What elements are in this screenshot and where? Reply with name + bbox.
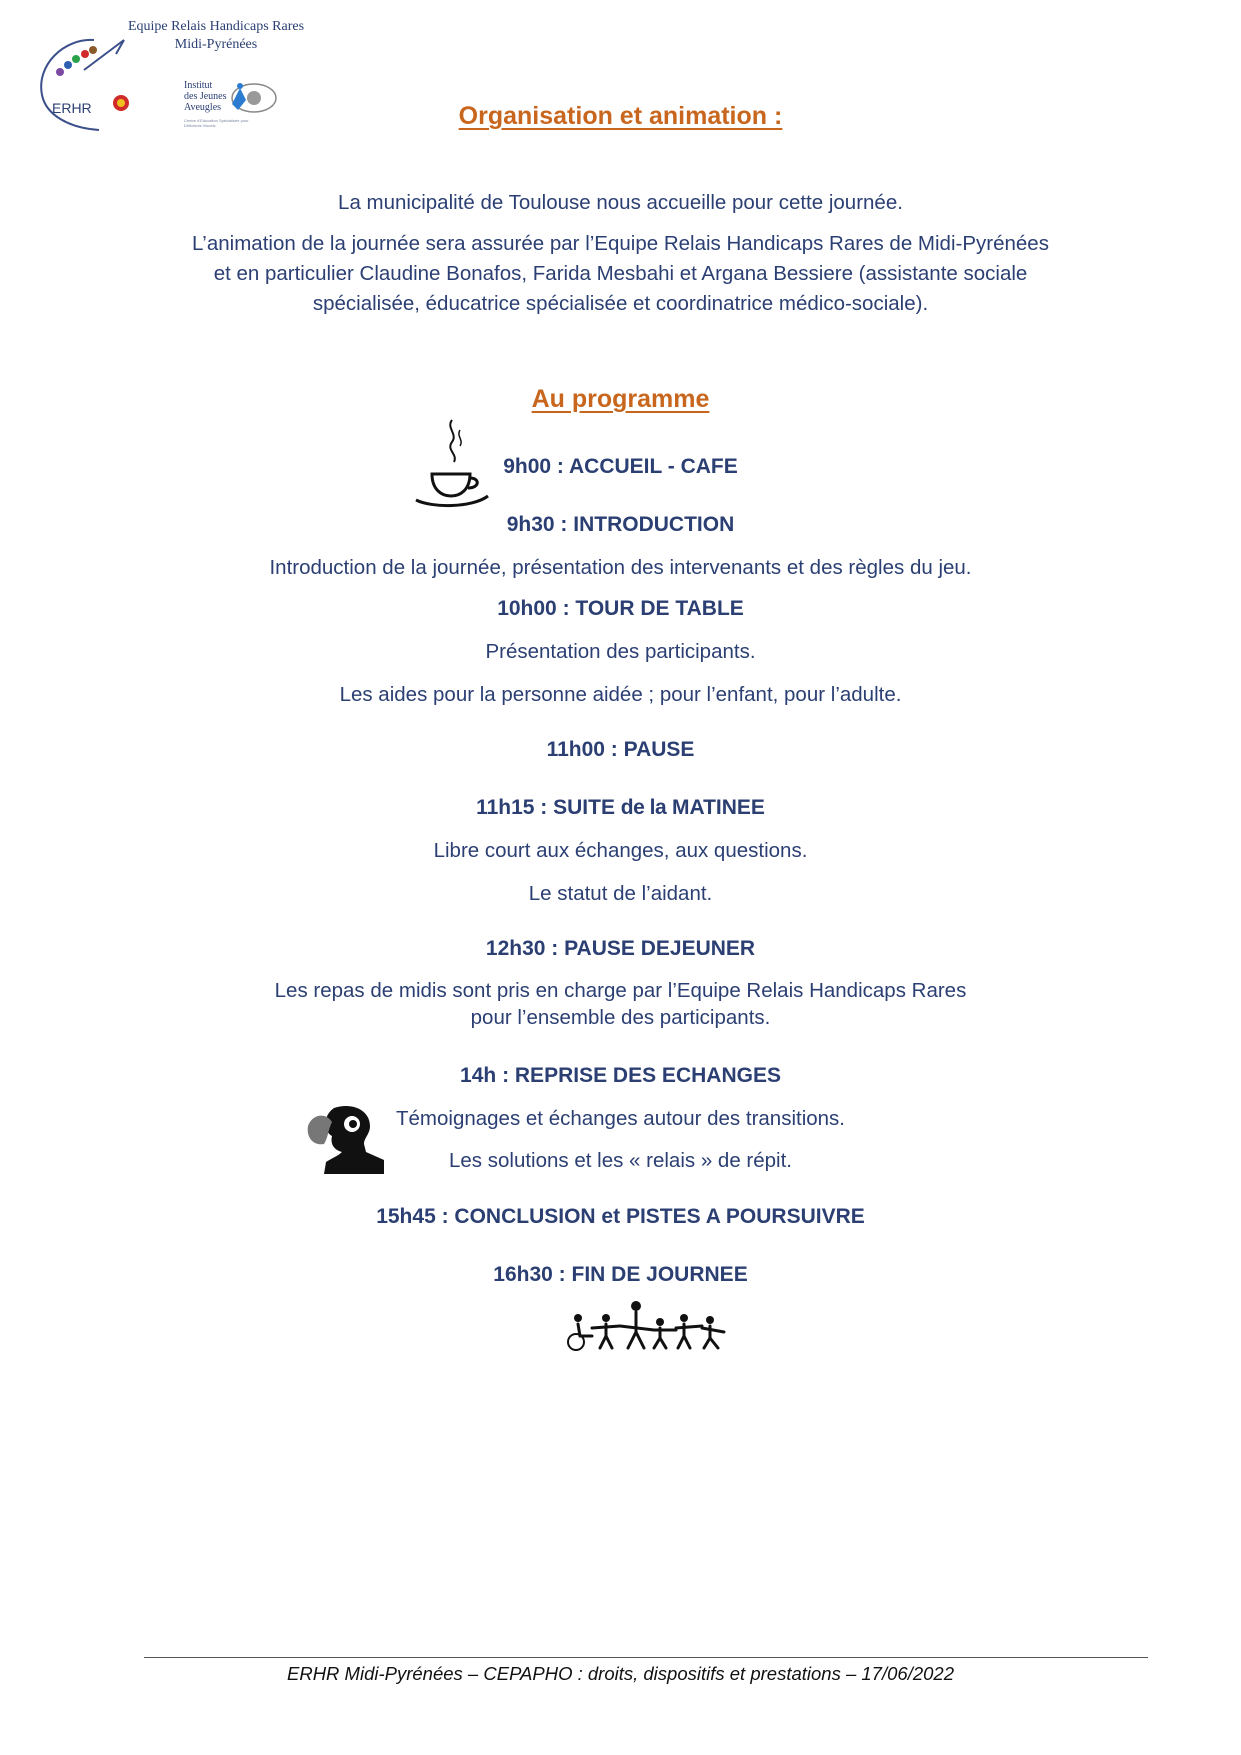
slot-suite-desc-2: Le statut de l’aidant.: [528, 882, 713, 905]
ija-line1: Institut: [184, 80, 213, 91]
org-name-line1: Equipe Relais Handicaps Rares: [127, 19, 305, 34]
slot-conclusion-b: et: [601, 1205, 621, 1228]
slot-introduction-desc: Introduction de la journée, présentation des intervenants et des règles du jeu.: [269, 556, 972, 579]
slot-suite-matinee-c: MATINEE: [666, 796, 765, 819]
slot-tour-de-table-desc-2: Les aides pour la personne aidée ; pour l’enfant, pour l’adulte.: [339, 683, 902, 706]
footer-text: ERHR Midi-Pyrénées – CEPAPHO : droits, dispositifs et prestations – 17/06/2022: [287, 1663, 954, 1684]
slot-reprise-desc-1: Témoignages et échanges autour des transitions.: [396, 1107, 845, 1130]
organisation-line-1: La municipalité de Toulouse nous accueille pour cette journée.: [338, 191, 903, 214]
slot-suite-desc-1: Libre court aux échanges, aux questions.: [433, 839, 808, 862]
organisation-line-3: et en particulier Claudine Bonafos, Farida Mesbahi et Argana Bessiere (assistante sociale: [213, 262, 1028, 285]
organisation-line-4: spécialisée, éducatrice spécialisée et coordinatrice médico-sociale).: [312, 292, 929, 315]
footer-rule: [144, 1657, 1148, 1658]
org-name: [116, 18, 316, 54]
programme-title: Au programme: [531, 385, 710, 413]
slot-fin-journee: 16h30 : FIN DE JOURNEE: [493, 1263, 748, 1286]
slot-reprise-desc-2: Les solutions et les « relais » de répit.: [449, 1149, 792, 1172]
ija-sub: Centre d'Education Spécialisée pour Déficients Visuels: [184, 118, 249, 128]
slot-dejeuner-desc-1: Les repas de midis sont pris en charge par l’Equipe Relais Handicaps Rares: [274, 979, 967, 1002]
slot-conclusion: [0, 1205, 1241, 1229]
organisation-title: Organisation et animation :: [458, 102, 783, 130]
slot-suite-matinee: [0, 796, 1241, 820]
org-abbr: ERHR: [52, 100, 92, 116]
slot-suite-matinee-b: de la: [620, 796, 667, 819]
slot-tour-de-table: 10h00 : TOUR DE TABLE: [497, 597, 744, 620]
slot-dejeuner-desc-2: pour l’ensemble des participants.: [470, 1006, 771, 1029]
slot-conclusion-c: PISTES A POURSUIVRE: [620, 1205, 865, 1228]
slot-accueil: 9h00 : ACCUEIL - CAFE: [503, 455, 738, 478]
slot-tour-de-table-desc-1: Présentation des participants.: [485, 640, 756, 663]
org-name-line2: Midi-Pyrénées: [174, 37, 258, 52]
slot-pause: 11h00 : PAUSE: [546, 738, 695, 761]
family-people-icon: [562, 1296, 732, 1352]
organisation-line-2: L’animation de la journée sera assurée par l’Equipe Relais Handicaps Rares de Midi-Pyrénées: [192, 232, 1049, 255]
slot-suite-matinee-a: 11h15 : SUITE: [476, 796, 621, 819]
ija-line2: des Jeunes: [184, 91, 227, 102]
slot-pause-dejeuner: 12h30 : PAUSE DEJEUNER: [485, 937, 756, 960]
slot-reprise: 14h : REPRISE DES ECHANGES: [460, 1064, 781, 1087]
slot-conclusion-a: 15h45 : CONCLUSION: [376, 1205, 602, 1228]
ija-line3: Aveugles: [184, 102, 222, 113]
slot-introduction: 9h30 : INTRODUCTION: [506, 513, 735, 536]
